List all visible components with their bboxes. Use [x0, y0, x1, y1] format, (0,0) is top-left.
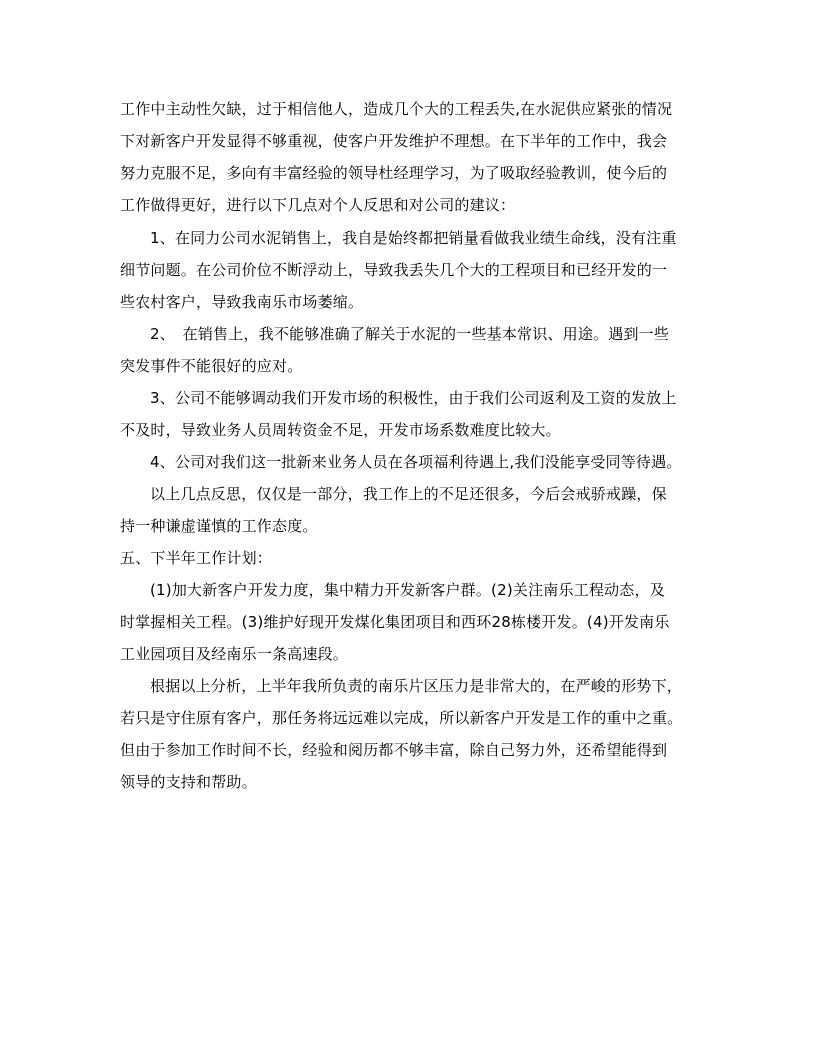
section-heading: 五、下半年工作计划： [120, 549, 273, 567]
text-line: 工作中主动性欠缺，过于相信他人，造成几个大的工程丢失,在水泥供应紧张的情况 [120, 100, 673, 118]
text-line: 不及时，导致业务人员周转资金不足，开发市场系数难度比较大。 [120, 421, 561, 439]
text-line: 3、公司不能够调动我们开发市场的积极性，由于我们公司返利及工资的发放上 [150, 389, 677, 407]
text-line: (1)加大新客户开发力度，集中精力开发新客户群。(2)关注南乐工程动态，及 [150, 581, 665, 599]
text-line: 2、 在销售上，我不能够准确了解关于水泥的一些基本常识、用途。遇到一些 [150, 325, 670, 343]
text-line: 4、公司对我们这一批新来业务人员在各项福利待遇上,我们没能享受同等待遇。 [150, 453, 682, 471]
text-line: 根据以上分析，上半年我所负责的南乐片区压力是非常大的，在严峻的形势下， [150, 677, 683, 695]
text-line: 工业园项目及经南乐一条高速段。 [120, 645, 349, 663]
text-line: 工作做得更好，进行以下几点对个人反思和对公司的建议： [120, 196, 516, 214]
text-line: 以上几点反思，仅仅是一部分，我工作上的不足还很多，今后会戒骄戒躁，保 [150, 485, 667, 503]
text-line: 1、在同力公司水泥销售上，我自是始终都把销量看做我业绩生命线，没有注重 [150, 229, 677, 247]
text-line: 突发事件不能很好的应对。 [120, 357, 303, 375]
text-line: 若只是守住原有客户，那任务将远远难以完成，所以新客户开发是工作的重中之重。 [120, 709, 683, 727]
text-line: 些农村客户，导致我南乐市场萎缩。 [120, 293, 364, 311]
text-line: 时掌握相关工程。(3)维护好现开发煤化集团项目和西环28栋楼开发。(4)开发南乐 [120, 613, 670, 631]
text-line: 但由于参加工作时间不长，经验和阅历都不够丰富，除自己努力外，还希望能得到 [120, 741, 668, 759]
text-line: 下对新客户开发显得不够重视，使客户开发维护不理想。在下半年的工作中，我会 [120, 132, 668, 150]
text-line: 细节问题。在公司价位不断浮动上，导致我丢失几个大的工程项目和已经开发的一 [120, 261, 668, 279]
text-line: 努力克服不足，多向有丰富经验的领导杜经理学习，为了吸取经验教训，使今后的 [120, 164, 668, 182]
text-line: 领导的支持和帮助。 [120, 773, 257, 791]
text-line: 持一种谦虚谨慎的工作态度。 [120, 517, 318, 535]
